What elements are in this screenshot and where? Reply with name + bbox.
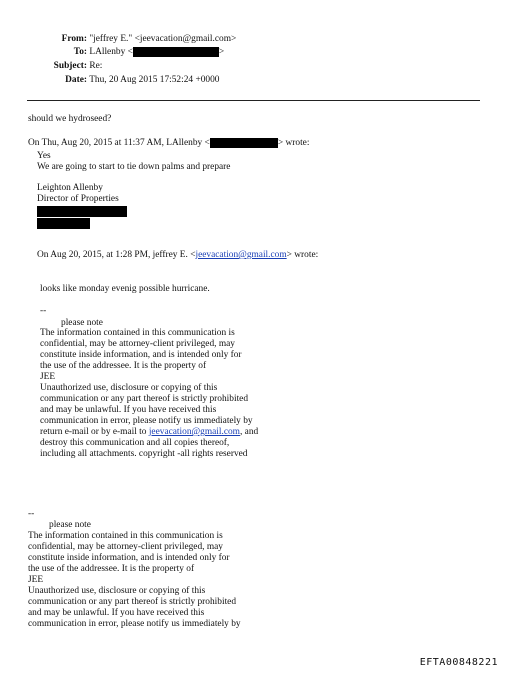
reply1-attribution — [28, 138, 309, 149]
redaction-box — [37, 206, 127, 217]
header-from-row — [40, 34, 236, 45]
header-divider — [27, 100, 480, 101]
confidentiality-notice — [40, 328, 258, 460]
reply1-body — [37, 151, 230, 173]
bates-stamp: EFTA00848221 — [419, 657, 498, 668]
notice-line: communication or any part thereof is strictly prohibited — [40, 394, 249, 404]
return-suffix: , and — [239, 427, 259, 437]
notice-line: JEE — [40, 372, 56, 382]
from-value: "jeffrey E." <jeevacation@gmail.com> — [89, 34, 237, 44]
notice-title: please note — [61, 318, 103, 328]
to-label: To: — [73, 47, 87, 58]
footer-notice-line: and may be unlawful. If you have received this — [28, 608, 205, 618]
subject-value: Re: — [89, 61, 103, 71]
reply1-attribution-suffix: > wrote: — [277, 138, 310, 149]
footer-notice-line: communication or any part thereof is strictly prohibited — [28, 597, 237, 607]
header-date-row — [40, 75, 219, 86]
footer-signature-separator: -- — [28, 509, 35, 519]
signature-separator: -- — [40, 306, 47, 316]
signature-title: Director of Properties — [37, 194, 119, 204]
footer-notice-line: JEE — [28, 575, 44, 585]
signature-name: Leighton Allenby — [37, 183, 103, 193]
reply2-message: looks like monday evenig possible hurricane. — [40, 284, 210, 294]
notice-line: and may be unlawful. If you have received this — [40, 405, 217, 415]
redaction-box — [210, 138, 278, 148]
footer-notice-title: please note — [49, 520, 91, 530]
email-link[interactable]: jeevacation@gmail.com — [195, 250, 287, 260]
reply1-attribution-prefix: On Thu, Aug 20, 2015 at 11:37 AM, LAllenby < — [28, 138, 210, 149]
notice-line-return — [40, 427, 258, 438]
to-value: LAllenby < — [89, 47, 133, 58]
reply1-line: Yes — [37, 151, 51, 161]
footer-notice-line: confidential, may be attorney-client privileged, may — [28, 542, 223, 552]
notice-line: constitute inside information, and is intended only for — [40, 350, 242, 360]
notice-line: the use of the addressee. It is the property of — [40, 361, 207, 371]
header-to-row — [40, 47, 224, 58]
subject-label: Subject: — [53, 61, 87, 71]
footer-confidentiality-notice — [28, 531, 241, 630]
return-prefix: return e-mail or by e-mail to — [40, 427, 149, 437]
reply1-line: We are going to start to tie down palms and prepare — [37, 162, 231, 172]
notice-line: destroy this communication and all copies thereof, — [40, 438, 230, 448]
notice-line: including all attachments. copyright -all rights reserved — [40, 449, 248, 459]
notice-line: The information contained in this communication is — [40, 328, 235, 338]
redaction-box — [133, 47, 219, 57]
redaction-box — [37, 218, 90, 229]
notice-line: confidential, may be attorney-client privileged, may — [40, 339, 235, 349]
footer-notice-line: communication in error, please notify us immediately by — [28, 619, 241, 629]
notice-line: communication in error, please notify us immediately by — [40, 416, 253, 426]
date-label: Date: — [65, 75, 87, 85]
footer-notice-line: The information contained in this communication is — [28, 531, 223, 541]
header-subject-row — [40, 61, 102, 72]
reply2-attribution-prefix: On Aug 20, 2015, at 1:28 PM, jeffrey E. < — [37, 250, 196, 260]
from-label: From: — [61, 34, 87, 44]
footer-notice-line: constitute inside information, and is intended only for — [28, 553, 230, 563]
reply2-attribution — [37, 250, 318, 261]
email-link[interactable]: jeevacation@gmail.com — [148, 427, 240, 437]
to-close: > — [218, 47, 225, 58]
first-line: should we hydroseed? — [28, 114, 112, 124]
footer-notice-line: Unauthorized use, disclosure or copying of this — [28, 586, 206, 596]
signature — [37, 183, 119, 205]
reply2-attribution-suffix: > wrote: — [286, 250, 319, 260]
footer-notice-line: the use of the addressee. It is the property of — [28, 564, 195, 574]
notice-line: Unauthorized use, disclosure or copying of this — [40, 383, 218, 393]
date-value: Thu, 20 Aug 2015 17:52:24 +0000 — [89, 75, 220, 85]
